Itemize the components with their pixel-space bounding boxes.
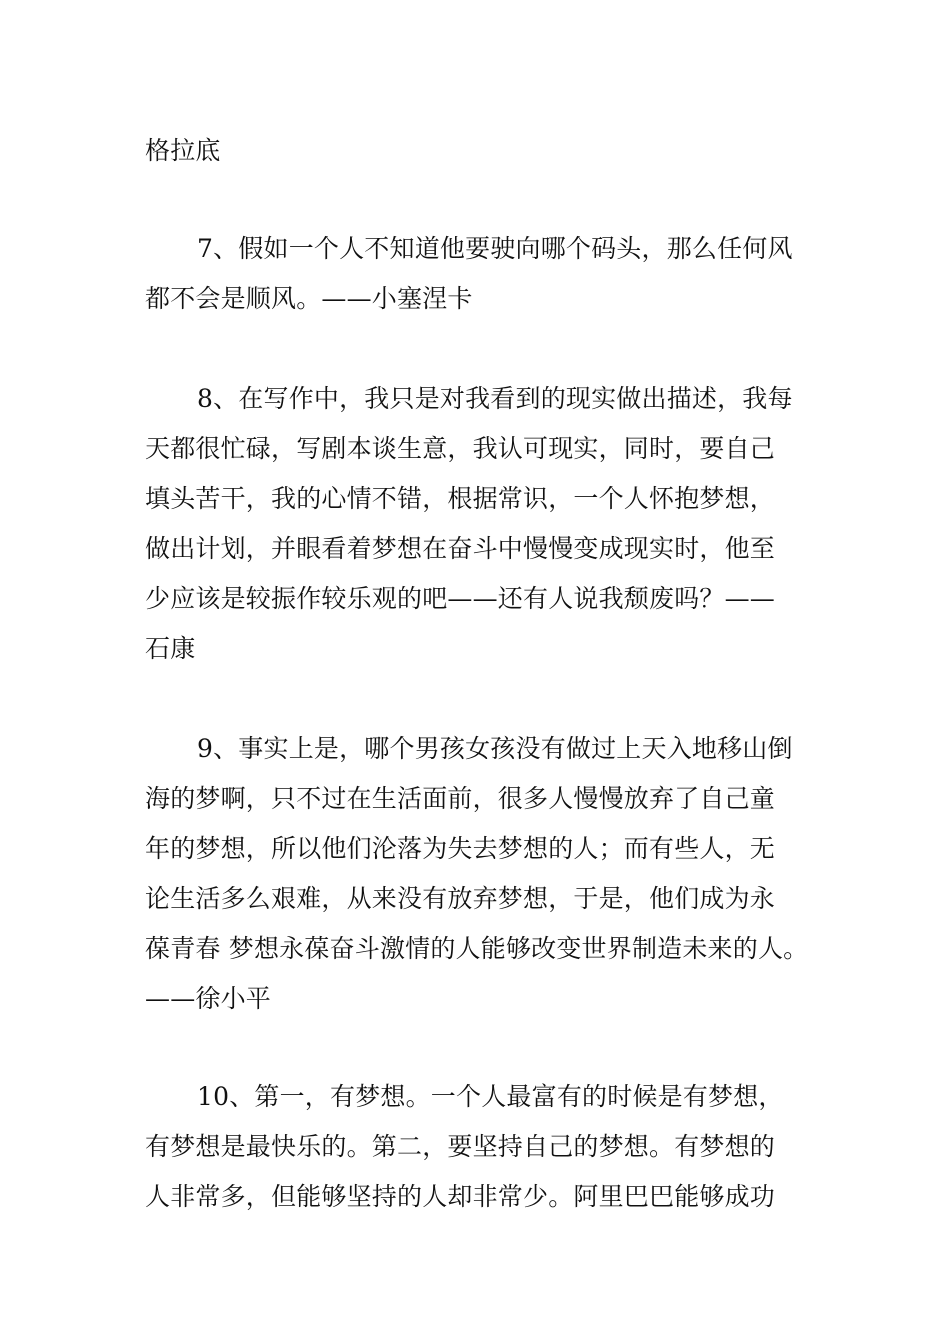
fragment-text: 格拉底	[145, 136, 221, 165]
quote-line: 论生活多么艰难，从来没有放弃梦想，于是，他们成为永	[145, 884, 776, 913]
quote-line: 葆青春 梦想永葆奋斗激情的人能够改变世界制造未来的人。	[145, 934, 809, 963]
quote-line: 少应该是较振作较乐观的吧——还有人说我颓废吗？——	[145, 584, 776, 613]
quote-line: ——徐小平	[145, 984, 272, 1013]
quote-line: 天都很忙碌，写剧本谈生意，我认可现实，同时，要自己	[145, 434, 776, 463]
quote-line: 都不会是顺风。——小塞涅卡	[145, 284, 473, 313]
quote-line: 海的梦啊，只不过在生活面前，很多人慢慢放弃了自己童	[145, 784, 776, 813]
quote-line: 年的梦想，所以他们沦落为失去梦想的人；而有些人，无	[145, 834, 776, 863]
quote-line: 9、事实上是，哪个男孩女孩没有做过上天入地移山倒	[197, 734, 793, 763]
quote-line: 8、在写作中，我只是对我看到的现实做出描述，我每	[197, 384, 793, 413]
quote-line: 石康	[145, 634, 196, 663]
quote-line: 做出计划，并眼看着梦想在奋斗中慢慢变成现实时，他至	[145, 534, 776, 563]
quote-line: 填头苦干，我的心情不错，根据常识，一个人怀抱梦想，	[145, 484, 776, 513]
quote-line: 有梦想是最快乐的。第二，要坚持自己的梦想。有梦想的	[145, 1132, 776, 1161]
quote-line: 7、假如一个人不知道他要驶向哪个码头，那么任何风	[197, 234, 793, 263]
quote-line: 人非常多，但能够坚持的人却非常少。阿里巴巴能够成功	[145, 1182, 776, 1211]
quote-line: 10、第一，有梦想。一个人最富有的时候是有梦想，	[197, 1082, 784, 1111]
